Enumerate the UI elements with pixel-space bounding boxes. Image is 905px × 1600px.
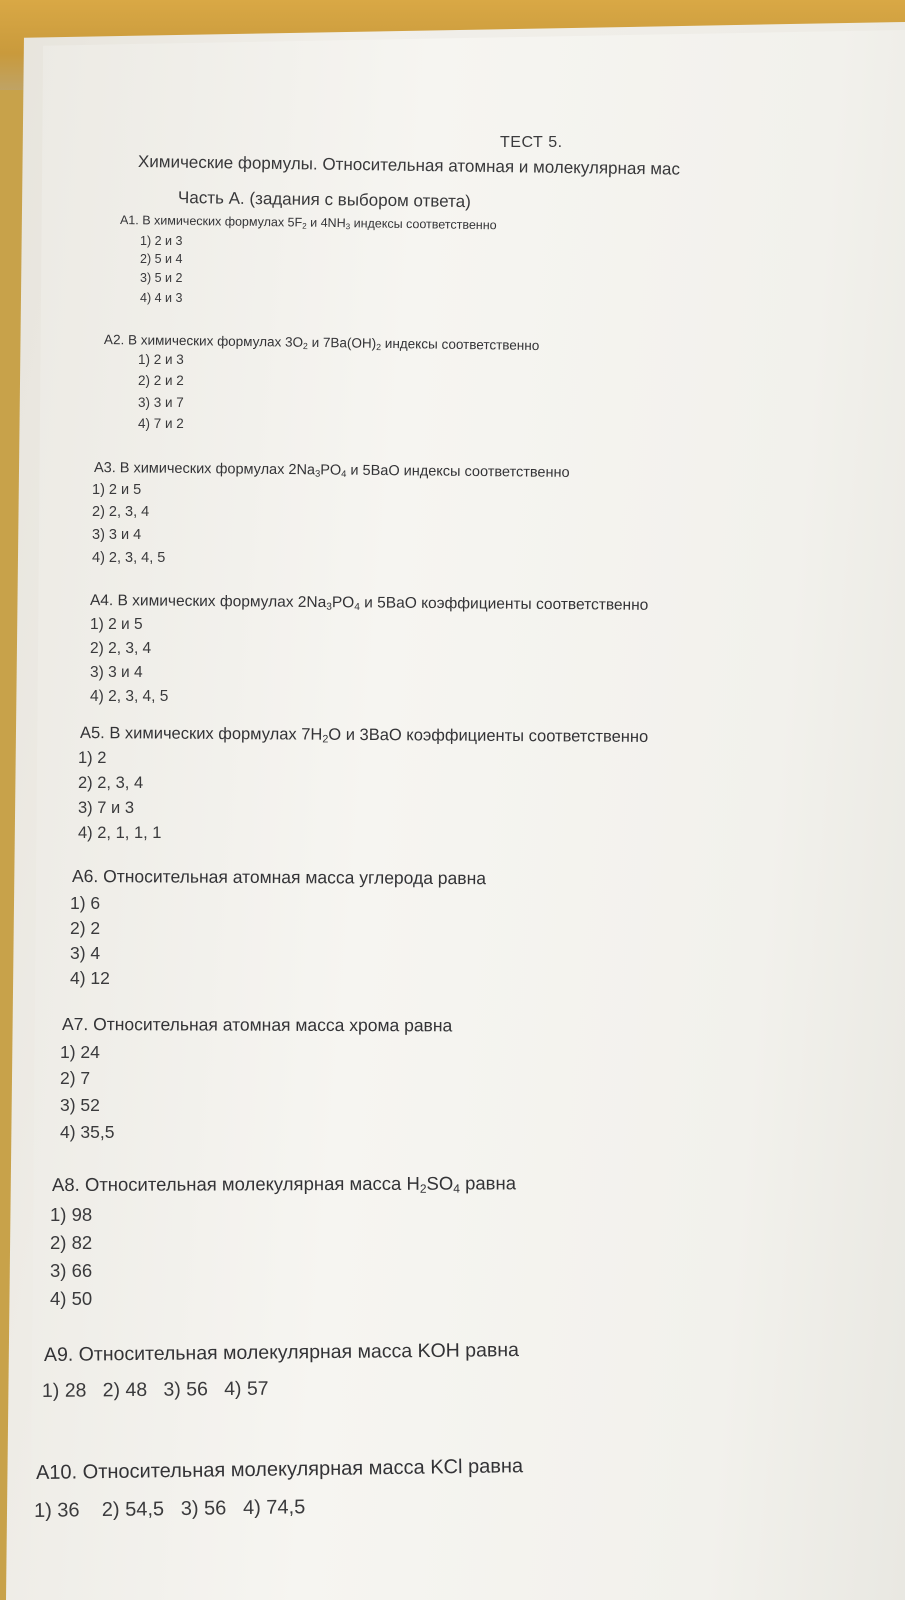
options-a10: 1) 36 2) 54,5 3) 56 4) 74,5: [33, 1496, 306, 1522]
option-a1-1: 1) 2 и 3: [140, 234, 183, 248]
question-a6: А6. Относительная атомная масса углерода равна: [71, 866, 487, 889]
question-a2: А2. В химических формулах $3O_2$ и $7Ba(OH)_2$ индексы соответственно: [103, 332, 540, 354]
question-a4: А4. В химических формулах $2Na_3PO_4$ и 5BaO коэффициенты соответственно: [89, 592, 649, 614]
option-a7-4: 4) 35,5: [60, 1122, 115, 1142]
test-subtitle: Химические формулы. Относительная атомная и молекулярная мас: [137, 152, 681, 179]
question-a9: А9. Относительная молекулярная масса KOH равна: [43, 1339, 520, 1366]
option-a4-3: 3) 3 и 4: [90, 664, 143, 681]
option-a3-2: 2) 2, 3, 4: [92, 504, 150, 520]
option-a6-4: 4) 12: [70, 968, 110, 988]
option-a3-3: 3) 3 и 4: [92, 527, 142, 543]
question-a7: А7. Относительная атомная масса хрома равна: [61, 1014, 453, 1036]
option-a4-4: 4) 2, 3, 4, 5: [90, 688, 169, 705]
option-a1-4: 4) 4 и 3: [140, 291, 183, 305]
question-a10: А10. Относительная молекулярная масса KCl равна: [35, 1455, 524, 1484]
part-heading: Часть А. (задания с выбором ответа): [177, 188, 471, 212]
option-a6-3: 3) 4: [70, 943, 101, 963]
option-a7-2: 2) 7: [60, 1068, 91, 1088]
question-a3: А3. В химических формулах $2Na_3PO_4$ и 5BaO индексы соответственно: [93, 460, 570, 481]
option-a3-4: 4) 2, 3, 4, 5: [92, 550, 166, 566]
question-a8: А8. Относительная молекулярная масса $H_2SO_4$ равна: [51, 1172, 517, 1196]
option-a7-1: 1) 24: [60, 1042, 100, 1062]
option-a5-4: 4) 2, 1, 1, 1: [78, 824, 162, 842]
option-a6-2: 2) 2: [70, 918, 101, 938]
option-a3-1: 1) 2 и 5: [92, 482, 142, 498]
option-a2-3: 3) 3 и 7: [138, 395, 184, 410]
option-a1-3: 3) 5 и 2: [140, 271, 183, 285]
option-a2-4: 4) 7 и 2: [138, 416, 184, 431]
question-a1: А1. В химических формулах $5F_2$ и $4NH_3$ индексы соответственно: [119, 213, 497, 233]
option-a2-1: 1) 2 и 3: [138, 352, 184, 367]
test-title: ТЕСТ 5.: [500, 134, 563, 151]
option-a6-1: 1) 6: [70, 893, 101, 913]
option-a8-4: 4) 50: [50, 1288, 93, 1309]
option-a2-2: 2) 2 и 2: [138, 373, 184, 388]
option-a4-2: 2) 2, 3, 4: [90, 640, 152, 657]
option-a4-1: 1) 2 и 5: [90, 616, 143, 633]
option-a5-3: 3) 7 и 3: [78, 799, 134, 817]
option-a8-3: 3) 66: [50, 1260, 93, 1281]
option-a8-1: 1) 98: [50, 1204, 93, 1225]
option-a1-2: 2) 5 и 4: [140, 252, 183, 266]
option-a7-3: 3) 52: [60, 1095, 100, 1115]
question-a5: А5. В химических формулах $7H_2O$ и 3BaO коэффициенты соответственно: [79, 724, 649, 746]
options-a9: 1) 28 2) 48 3) 56 4) 57: [41, 1377, 269, 1402]
option-a5-2: 2) 2, 3, 4: [78, 774, 144, 792]
option-a8-2: 2) 82: [50, 1232, 93, 1253]
option-a5-1: 1) 2: [78, 749, 107, 767]
